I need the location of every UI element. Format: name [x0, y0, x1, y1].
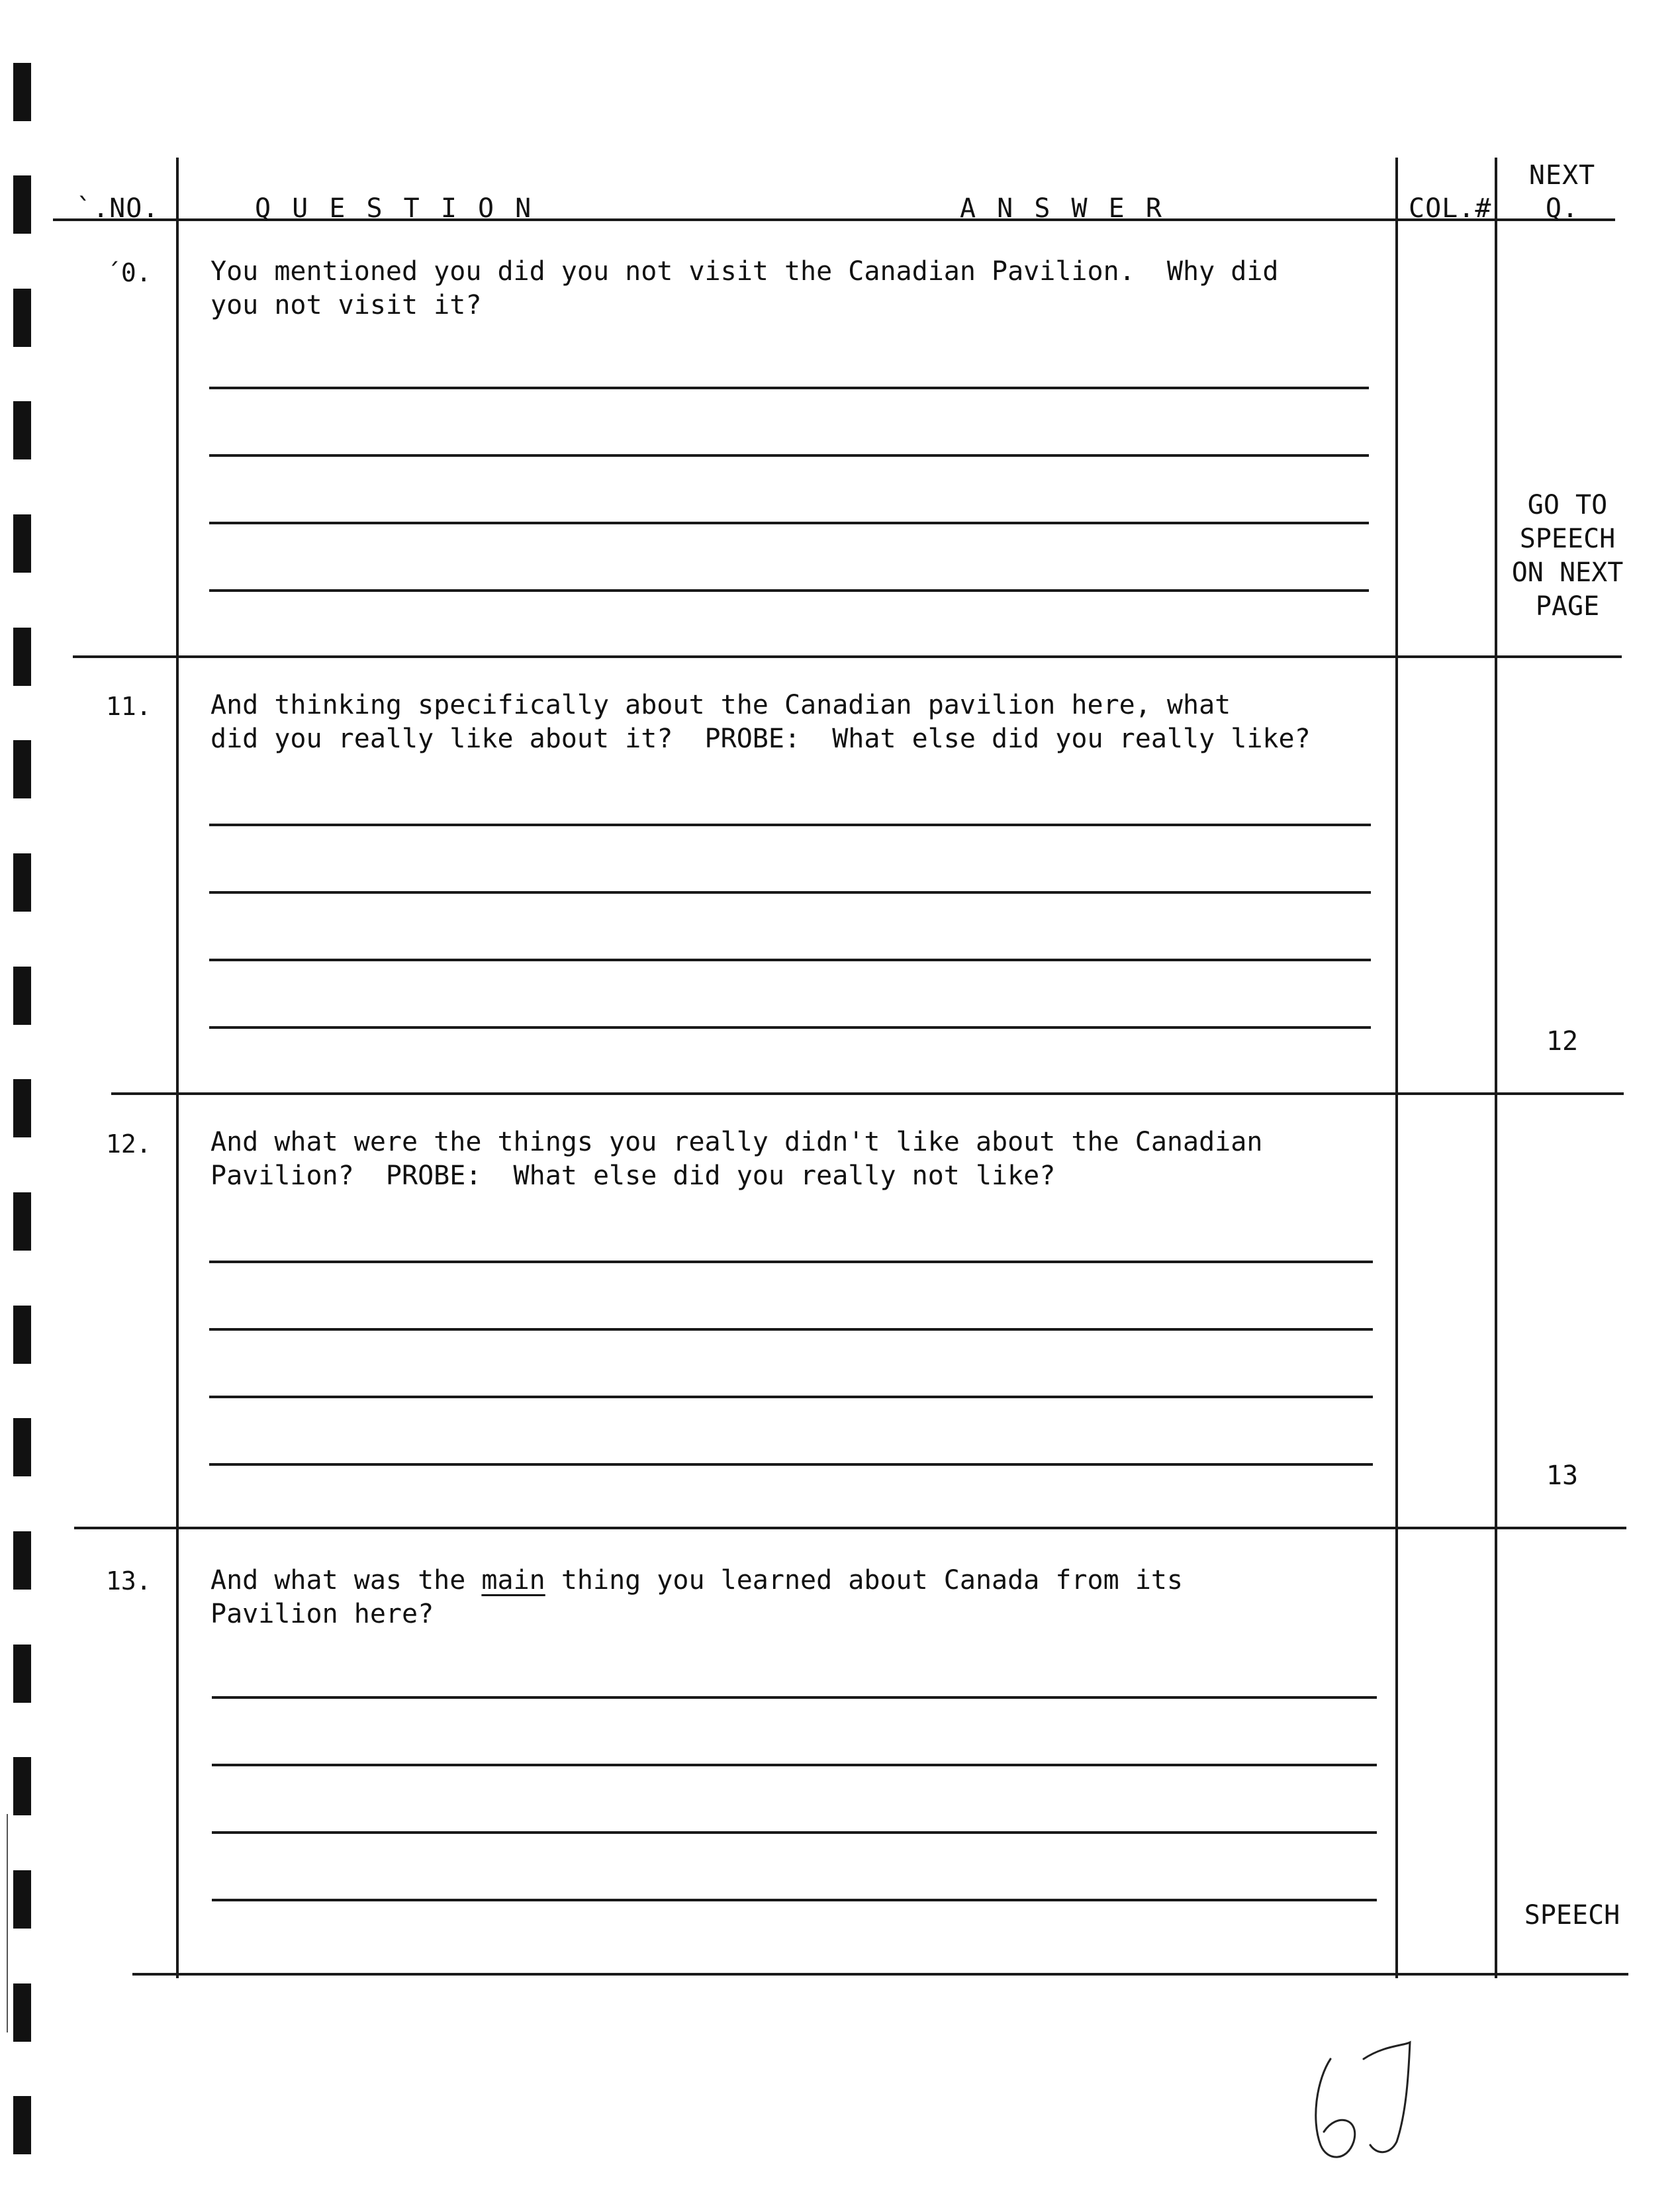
binding-bar — [13, 740, 31, 798]
binding-bar — [13, 1306, 31, 1364]
header-next-label-line2: Q. — [1545, 193, 1579, 224]
next-question-instruction: SPEECH — [1524, 1900, 1620, 1931]
question-text: You mentioned you did you not visit the Canadian Pavilion. Why did you not visit it? — [210, 256, 1279, 320]
header-next-label — [1522, 159, 1602, 225]
answer-line[interactable] — [212, 1831, 1377, 1834]
row-separator — [111, 1092, 1624, 1095]
row-separator — [74, 1527, 1626, 1529]
binding-bar — [13, 1983, 31, 2042]
binding-bar — [13, 628, 31, 686]
question-text-part: thing you learned about Canada from its Pavilion here? — [210, 1565, 1184, 1629]
binding-bar — [13, 514, 31, 573]
binding-bar — [13, 1418, 31, 1476]
answer-line[interactable] — [209, 454, 1369, 457]
column-divider-col — [1395, 158, 1398, 1978]
answer-line[interactable] — [209, 522, 1369, 524]
column-divider-next — [1495, 158, 1497, 1978]
emphasized-word: main — [481, 1565, 545, 1596]
header-next-label-line1: NEXT — [1528, 160, 1596, 191]
binding-bar — [13, 289, 31, 347]
header-no-label: `.NO. — [76, 193, 160, 224]
answer-line[interactable] — [209, 1396, 1373, 1398]
binding-bar — [13, 175, 31, 234]
answer-line[interactable] — [212, 1696, 1377, 1699]
row-separator — [73, 655, 1622, 658]
next-question-instruction: GO TO SPEECH ON NEXT PAGE — [1511, 490, 1624, 622]
binding-bar — [13, 1757, 31, 1815]
question-number: ´0. — [106, 258, 152, 287]
question-text — [210, 1564, 1389, 1631]
binding-bar — [13, 1531, 31, 1590]
answer-line[interactable] — [209, 589, 1369, 592]
binding-bar — [13, 967, 31, 1025]
binding-bar — [13, 401, 31, 459]
row-separator — [132, 1973, 1628, 1976]
answer-line[interactable] — [209, 1463, 1373, 1466]
binding-bar — [13, 2096, 31, 2154]
answer-line[interactable] — [209, 1328, 1373, 1331]
header-answer-label: A N S W E R — [960, 193, 1164, 224]
handwritten-page-number-icon — [1291, 2019, 1463, 2178]
binding-bar — [13, 1645, 31, 1703]
question-text: And thinking specifically about the Canadian pavilion here, what did you really like about it? PROBE: What else did you really like? — [210, 690, 1311, 754]
answer-line[interactable] — [209, 891, 1371, 894]
question-number: 11. — [106, 692, 152, 721]
answer-line[interactable] — [209, 1261, 1373, 1263]
question-text-part: And what was the — [210, 1565, 482, 1596]
header-col-label: COL.# — [1409, 193, 1492, 224]
next-question-instruction: 13 — [1546, 1460, 1579, 1491]
answer-line[interactable] — [209, 387, 1369, 389]
question-number: 13. — [106, 1566, 152, 1596]
binding-bar — [13, 1192, 31, 1251]
question-text: And what were the things you really didn't like about the Canadian Pavilion? PROBE: What else did you really not like? — [210, 1127, 1263, 1191]
binding-bar — [13, 1079, 31, 1137]
header-question-label: Q U E S T I O N — [255, 193, 534, 224]
question-number: 12. — [106, 1129, 152, 1159]
binding-bar — [13, 63, 31, 121]
answer-line[interactable] — [209, 1026, 1371, 1029]
binding-bar — [13, 1870, 31, 1929]
column-divider-question — [176, 158, 179, 1978]
answer-line[interactable] — [209, 824, 1371, 826]
margin-line — [7, 1814, 8, 2032]
answer-line[interactable] — [212, 1899, 1377, 1901]
answer-line[interactable] — [212, 1764, 1377, 1766]
answer-line[interactable] — [209, 959, 1371, 961]
binding-bar — [13, 853, 31, 912]
next-question-instruction: 12 — [1546, 1026, 1579, 1057]
